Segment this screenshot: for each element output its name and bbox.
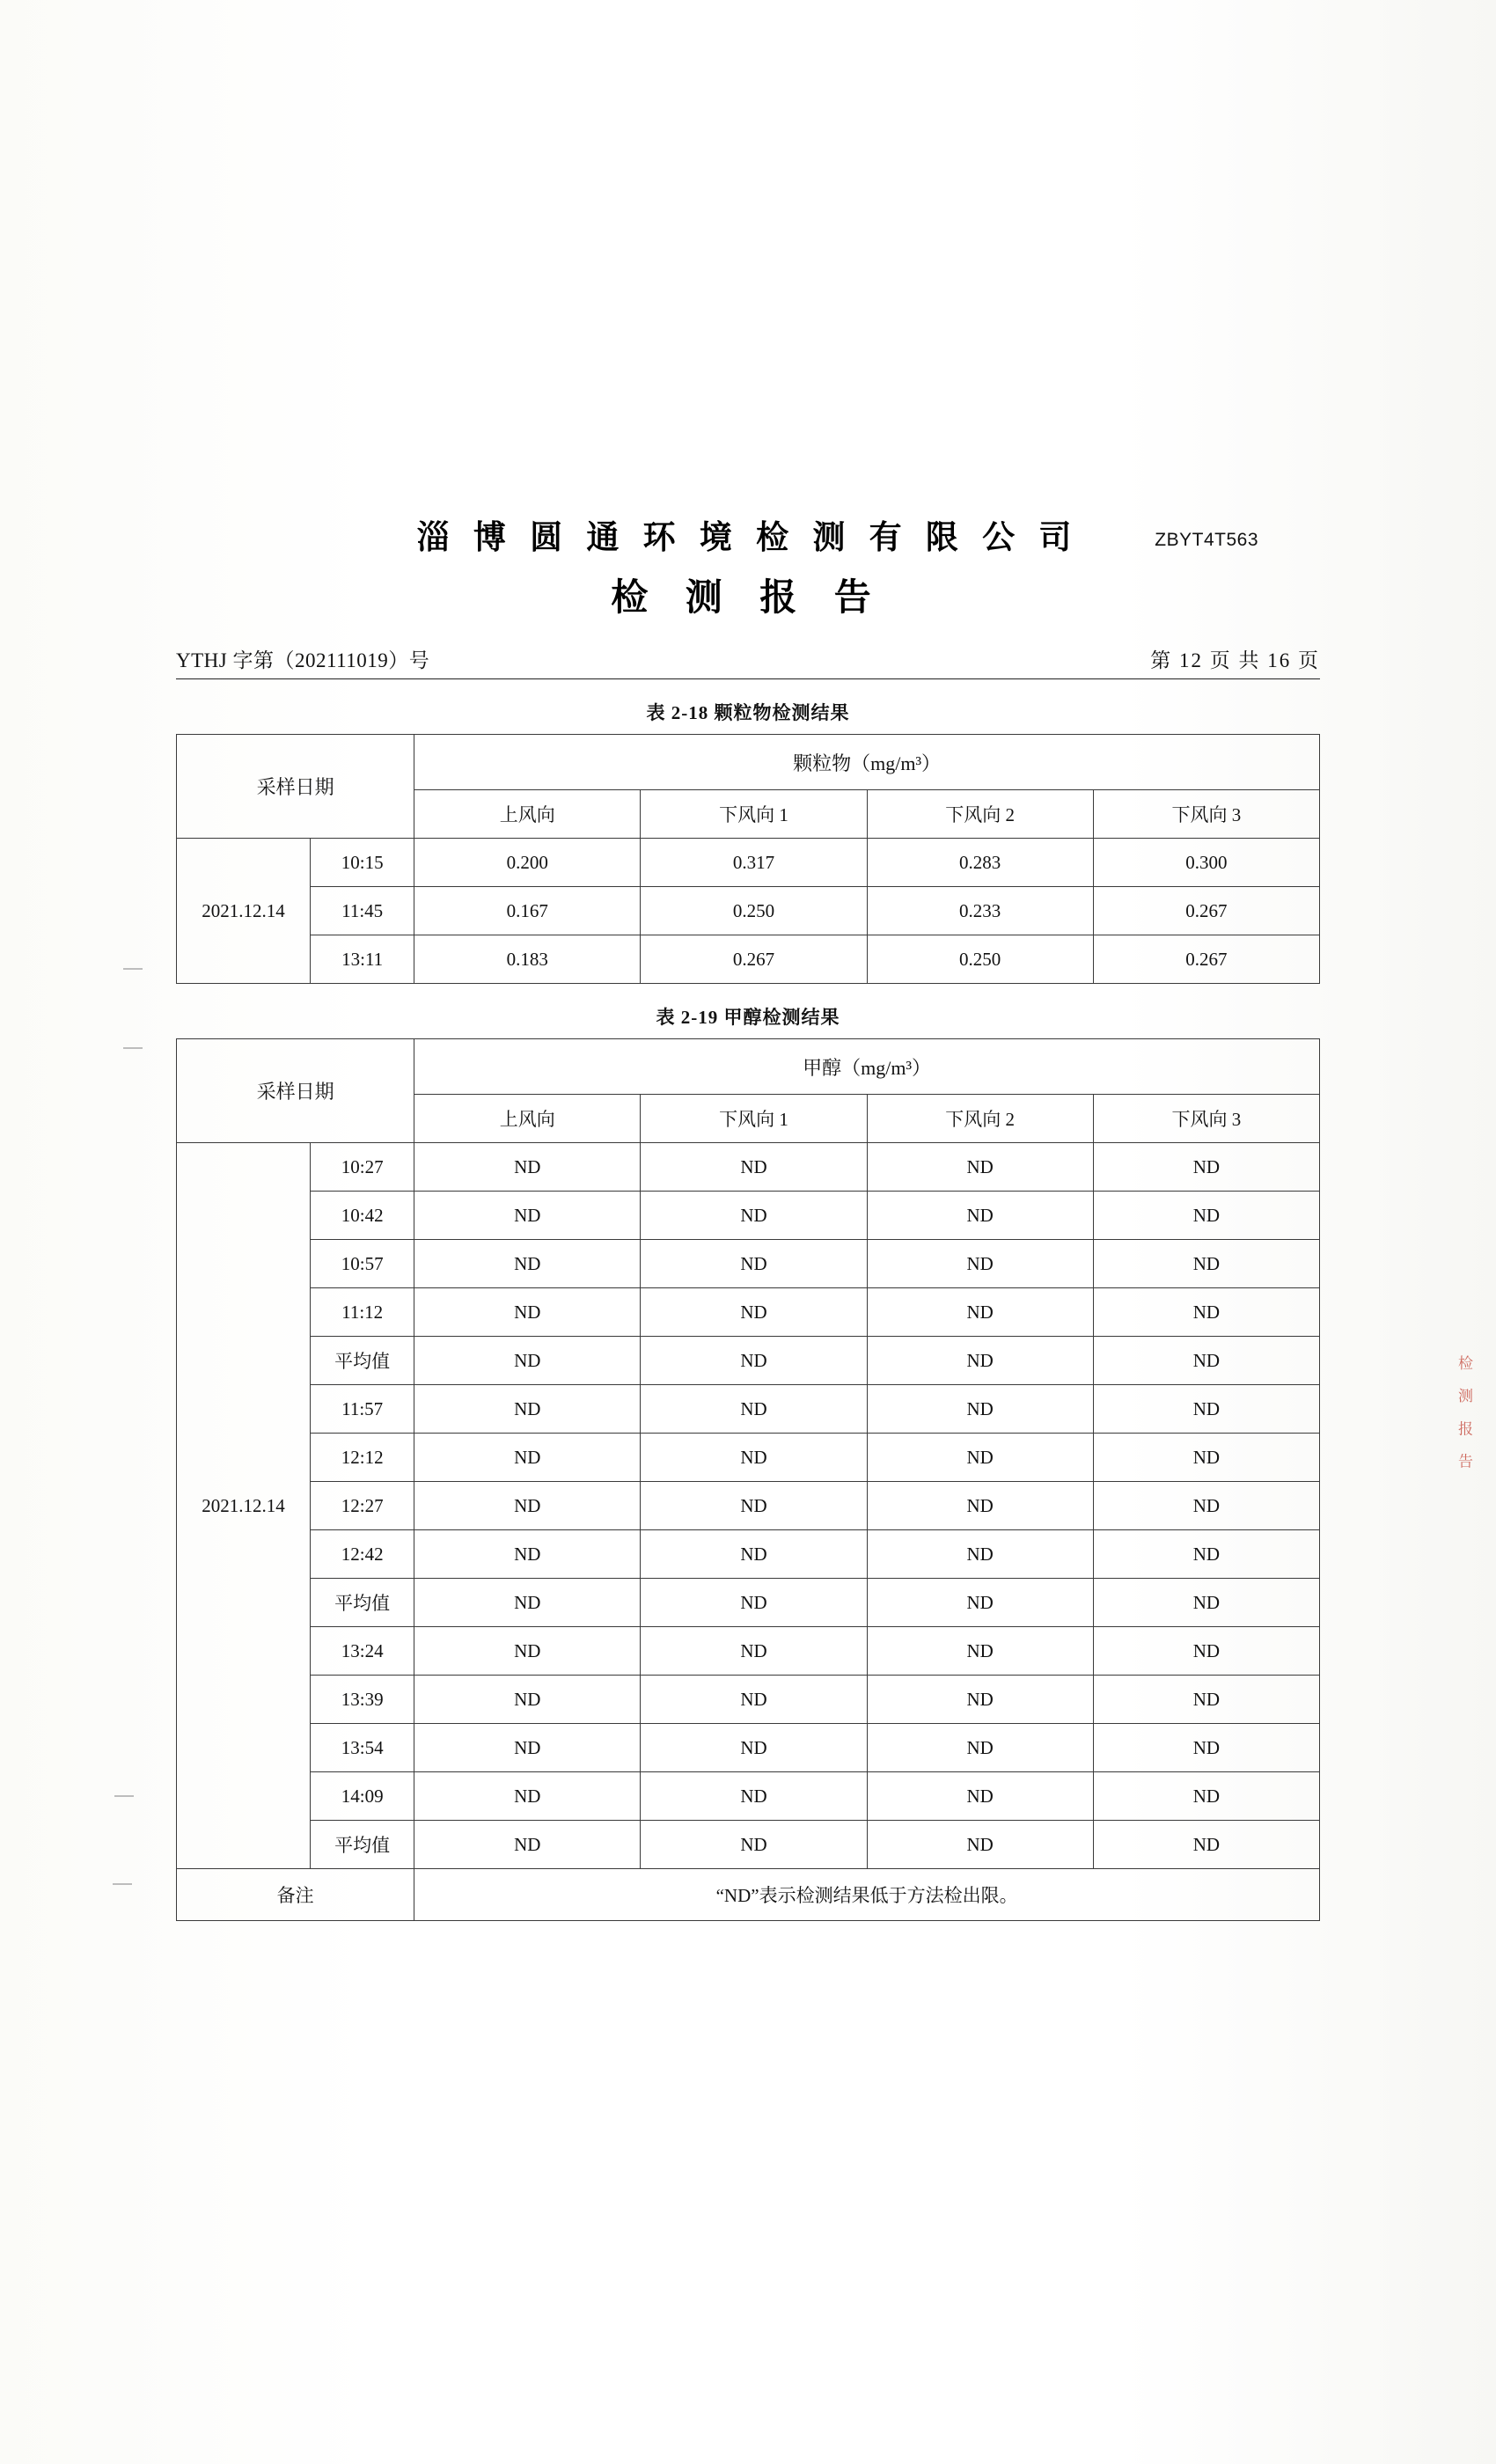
cell-downwind-2: ND bbox=[867, 1627, 1093, 1676]
cell-downwind-2: ND bbox=[867, 1288, 1093, 1337]
header-parameter: 甲醇（mg/m³） bbox=[414, 1039, 1320, 1095]
table-header-row bbox=[177, 735, 1320, 790]
cell-upwind: ND bbox=[414, 1434, 641, 1482]
cell-downwind-1: ND bbox=[641, 1724, 867, 1772]
cell-downwind-3: ND bbox=[1093, 1434, 1319, 1482]
row-time: 12:27 bbox=[311, 1482, 414, 1530]
cell-downwind-1: ND bbox=[641, 1676, 867, 1724]
table-row bbox=[177, 1240, 1320, 1288]
table-header-row bbox=[177, 1039, 1320, 1095]
cell-upwind: ND bbox=[414, 1385, 641, 1434]
row-time: 13:11 bbox=[311, 935, 414, 984]
subheader-downwind-2: 下风向 2 bbox=[867, 1095, 1093, 1143]
cell-upwind: ND bbox=[414, 1772, 641, 1821]
company-header bbox=[176, 510, 1320, 563]
cell-downwind-3: 0.300 bbox=[1093, 839, 1319, 887]
table-row bbox=[177, 1385, 1320, 1434]
edge-tick-3 bbox=[114, 1795, 134, 1797]
cell-downwind-3: 0.267 bbox=[1093, 935, 1319, 984]
cell-downwind-2: ND bbox=[867, 1724, 1093, 1772]
table-note-row bbox=[177, 1869, 1320, 1921]
cell-upwind: ND bbox=[414, 1627, 641, 1676]
row-time: 10:42 bbox=[311, 1192, 414, 1240]
report-number: YTHJ 字第（202111019）号 bbox=[176, 649, 430, 671]
cell-downwind-3: ND bbox=[1093, 1337, 1319, 1385]
table-row bbox=[177, 1821, 1320, 1869]
subheader-downwind-3: 下风向 3 bbox=[1093, 790, 1319, 839]
page-number: 第 12 页 共 16 页 bbox=[1150, 649, 1320, 671]
table-row bbox=[177, 1772, 1320, 1821]
table1-caption: 表 2-18 颗粒物检测结果 bbox=[646, 702, 850, 723]
cell-upwind: ND bbox=[414, 1676, 641, 1724]
row-time: 11:45 bbox=[311, 887, 414, 935]
cell-downwind-3: ND bbox=[1093, 1627, 1319, 1676]
table-row bbox=[177, 1288, 1320, 1337]
sampling-date-value: 2021.12.14 bbox=[177, 1143, 311, 1869]
cell-downwind-1: ND bbox=[641, 1530, 867, 1579]
cell-downwind-2: ND bbox=[867, 1240, 1093, 1288]
row-time: 13:54 bbox=[311, 1724, 414, 1772]
sampling-date-value: 2021.12.14 bbox=[177, 839, 311, 984]
report-content bbox=[176, 510, 1320, 1921]
cell-downwind-3: ND bbox=[1093, 1579, 1319, 1627]
document-code: ZBYT4T563 bbox=[1155, 530, 1258, 550]
row-time: 10:27 bbox=[311, 1143, 414, 1192]
cell-downwind-3: ND bbox=[1093, 1724, 1319, 1772]
header-sampling-date: 采样日期 bbox=[177, 1039, 414, 1143]
report-meta-row bbox=[176, 644, 1320, 679]
row-time: 12:12 bbox=[311, 1434, 414, 1482]
cell-downwind-2: ND bbox=[867, 1385, 1093, 1434]
header-parameter: 颗粒物（mg/m³） bbox=[414, 735, 1320, 790]
subheader-downwind-1: 下风向 1 bbox=[641, 790, 867, 839]
row-time: 10:57 bbox=[311, 1240, 414, 1288]
row-time: 平均值 bbox=[311, 1579, 414, 1627]
cell-downwind-1: ND bbox=[641, 1434, 867, 1482]
cell-downwind-3: ND bbox=[1093, 1676, 1319, 1724]
cell-upwind: 0.200 bbox=[414, 839, 641, 887]
cell-downwind-2: ND bbox=[867, 1676, 1093, 1724]
table-row bbox=[177, 1676, 1320, 1724]
table-row bbox=[177, 1627, 1320, 1676]
cell-downwind-1: ND bbox=[641, 1627, 867, 1676]
particulate-results-table bbox=[176, 734, 1320, 984]
subheader-downwind-1: 下风向 1 bbox=[641, 1095, 867, 1143]
table2-caption: 表 2-19 甲醇检测结果 bbox=[656, 1007, 840, 1028]
cell-downwind-1: ND bbox=[641, 1579, 867, 1627]
cell-upwind: ND bbox=[414, 1288, 641, 1337]
cell-downwind-3: ND bbox=[1093, 1772, 1319, 1821]
table-row bbox=[177, 1143, 1320, 1192]
cell-downwind-2: 0.250 bbox=[867, 935, 1093, 984]
cell-upwind: ND bbox=[414, 1579, 641, 1627]
row-time: 11:57 bbox=[311, 1385, 414, 1434]
cell-upwind: ND bbox=[414, 1240, 641, 1288]
table-row bbox=[177, 1337, 1320, 1385]
row-time: 平均值 bbox=[311, 1821, 414, 1869]
header-sampling-date: 采样日期 bbox=[177, 735, 414, 839]
note-label: 备注 bbox=[177, 1869, 414, 1921]
cell-downwind-3: ND bbox=[1093, 1530, 1319, 1579]
cell-downwind-1: ND bbox=[641, 1192, 867, 1240]
methanol-results-table bbox=[176, 1038, 1320, 1921]
edge-tick-4 bbox=[113, 1883, 132, 1885]
cell-downwind-2: ND bbox=[867, 1192, 1093, 1240]
table-row bbox=[177, 1482, 1320, 1530]
cell-downwind-3: 0.267 bbox=[1093, 887, 1319, 935]
table-row bbox=[177, 1434, 1320, 1482]
subheader-upwind: 上风向 bbox=[414, 1095, 641, 1143]
cell-downwind-1: ND bbox=[641, 1288, 867, 1337]
edge-tick-2 bbox=[123, 1047, 143, 1049]
margin-handwriting: 检 测 报 告 bbox=[1456, 1355, 1472, 1476]
cell-downwind-1: ND bbox=[641, 1143, 867, 1192]
cell-downwind-3: ND bbox=[1093, 1143, 1319, 1192]
row-time: 13:24 bbox=[311, 1627, 414, 1676]
subheader-downwind-3: 下风向 3 bbox=[1093, 1095, 1319, 1143]
company-name: 淄 博 圆 通 环 境 检 测 有 限 公 司 bbox=[416, 520, 1080, 556]
cell-upwind: ND bbox=[414, 1482, 641, 1530]
row-time: 12:42 bbox=[311, 1530, 414, 1579]
cell-downwind-1: ND bbox=[641, 1385, 867, 1434]
table-row bbox=[177, 1579, 1320, 1627]
row-time: 11:12 bbox=[311, 1288, 414, 1337]
cell-downwind-3: ND bbox=[1093, 1482, 1319, 1530]
edge-tick-1 bbox=[123, 968, 143, 970]
cell-downwind-2: ND bbox=[867, 1143, 1093, 1192]
table-row bbox=[177, 935, 1320, 984]
table-row bbox=[177, 887, 1320, 935]
cell-upwind: ND bbox=[414, 1143, 641, 1192]
cell-downwind-3: ND bbox=[1093, 1385, 1319, 1434]
cell-downwind-1: 0.267 bbox=[641, 935, 867, 984]
cell-downwind-3: ND bbox=[1093, 1240, 1319, 1288]
report-title: 检 测 报 告 bbox=[611, 578, 885, 619]
row-time: 10:15 bbox=[311, 839, 414, 887]
cell-upwind: 0.167 bbox=[414, 887, 641, 935]
cell-downwind-3: ND bbox=[1093, 1288, 1319, 1337]
subheader-downwind-2: 下风向 2 bbox=[867, 790, 1093, 839]
cell-downwind-1: ND bbox=[641, 1337, 867, 1385]
cell-downwind-1: 0.317 bbox=[641, 839, 867, 887]
cell-downwind-1: ND bbox=[641, 1240, 867, 1288]
cell-downwind-2: 0.233 bbox=[867, 887, 1093, 935]
cell-downwind-2: 0.283 bbox=[867, 839, 1093, 887]
cell-downwind-2: ND bbox=[867, 1337, 1093, 1385]
cell-downwind-1: 0.250 bbox=[641, 887, 867, 935]
cell-downwind-2: ND bbox=[867, 1482, 1093, 1530]
subheader-upwind: 上风向 bbox=[414, 790, 641, 839]
table-row bbox=[177, 1724, 1320, 1772]
table-row bbox=[177, 839, 1320, 887]
row-time: 14:09 bbox=[311, 1772, 414, 1821]
cell-downwind-2: ND bbox=[867, 1772, 1093, 1821]
cell-downwind-2: ND bbox=[867, 1579, 1093, 1627]
note-text: “ND”表示检测结果低于方法检出限。 bbox=[414, 1869, 1320, 1921]
cell-downwind-2: ND bbox=[867, 1530, 1093, 1579]
cell-upwind: ND bbox=[414, 1821, 641, 1869]
cell-downwind-2: ND bbox=[867, 1821, 1093, 1869]
cell-downwind-1: ND bbox=[641, 1482, 867, 1530]
cell-upwind: ND bbox=[414, 1530, 641, 1579]
table-row bbox=[177, 1530, 1320, 1579]
row-time: 13:39 bbox=[311, 1676, 414, 1724]
row-time: 平均值 bbox=[311, 1337, 414, 1385]
cell-upwind: ND bbox=[414, 1192, 641, 1240]
cell-downwind-1: ND bbox=[641, 1772, 867, 1821]
cell-upwind: ND bbox=[414, 1724, 641, 1772]
table-row bbox=[177, 1192, 1320, 1240]
cell-downwind-2: ND bbox=[867, 1434, 1093, 1482]
cell-downwind-3: ND bbox=[1093, 1192, 1319, 1240]
cell-upwind: 0.183 bbox=[414, 935, 641, 984]
cell-downwind-1: ND bbox=[641, 1821, 867, 1869]
cell-downwind-3: ND bbox=[1093, 1821, 1319, 1869]
cell-upwind: ND bbox=[414, 1337, 641, 1385]
